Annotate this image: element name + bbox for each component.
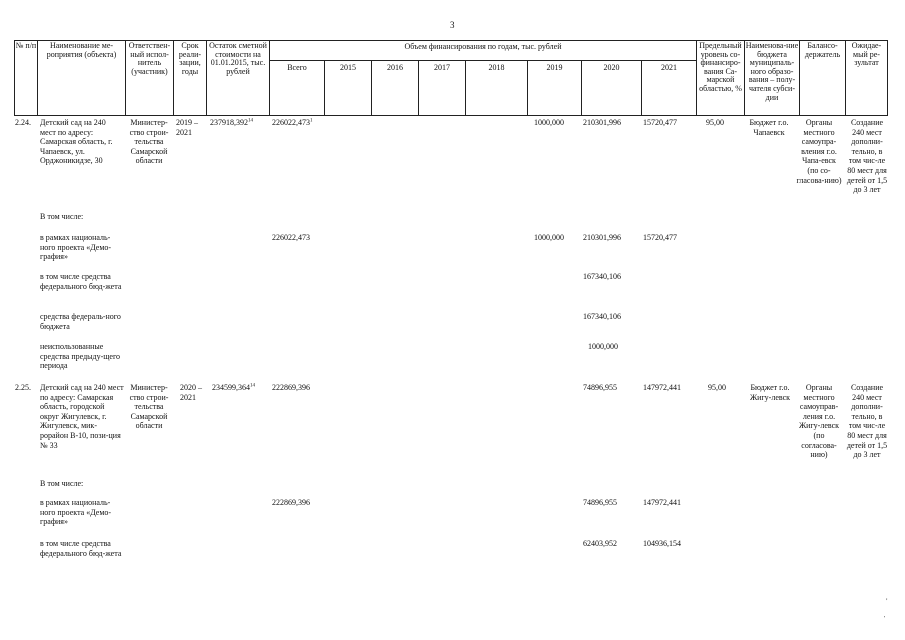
header-year-2018: 2018	[488, 63, 505, 72]
cofinancing-level: 95,00	[708, 383, 726, 392]
total-value: 222869,396	[272, 498, 310, 507]
responsible-executor: Министер-ство строи-тельства Самарской области	[129, 383, 169, 431]
row-number: 2.24.	[15, 118, 31, 127]
expected-result: Создание 240 мест дополни-тельно, в том чис-ле 80 мест для детей от 1,5 до 3 лет	[846, 118, 888, 195]
value-2020: 167340,106	[583, 312, 621, 321]
header-year-2015: 2015	[340, 63, 356, 72]
header-name: Наименование ме-роприятия (объекта)	[46, 41, 117, 59]
value-2020: 74896,955	[583, 498, 617, 507]
header-num: № п/п	[15, 41, 37, 50]
header-total: Всего	[287, 63, 307, 72]
header-year-2021: 2021	[661, 63, 677, 72]
table-header	[14, 40, 888, 116]
header-remaining-cost: Остаток сметной стоимости на 01.01.2015, тыс. рублей	[209, 41, 267, 76]
header-financing-group: Объем финансирования по годам, тыс. рублей	[404, 42, 562, 51]
value-2021: 15720,477	[643, 233, 677, 242]
row-label: в том числе средства федерального бюд-жета	[40, 539, 122, 558]
header-year-2020: 2020	[603, 63, 620, 72]
value-2019: 1000,000	[534, 233, 564, 242]
value-2020: 210301,996	[583, 118, 621, 127]
value-2020: 167340,106	[583, 272, 621, 281]
scan-speck: '	[884, 616, 886, 622]
header-responsible: Ответствен-ный испол-нитель (участник)	[128, 41, 171, 76]
total-value: 226022,473$^1$	[272, 118, 313, 127]
value-2020: 1000,000	[588, 342, 618, 351]
value-2021: 147972,441	[643, 383, 681, 392]
header-budget-name: Наименова-ние бюджета муниципаль-ного образо-вания – полу-чателя субси-дии	[745, 41, 799, 102]
remaining-cost: 234599,364$^{14}$	[212, 383, 255, 392]
total-value: 222869,396	[272, 383, 310, 392]
row-label: неиспользованные средства предыду-щего периода	[40, 342, 121, 371]
object-name: Детский сад на 240 мест по адресу: Самарская область, городской округ Жигулевск, г. Жигулевск, мик-рорайон В-10, пози-ция № 33	[40, 383, 124, 450]
value-2021: 15720,477	[643, 118, 677, 127]
remaining-cost: 237918,392$^{14}$	[210, 118, 253, 127]
scan-speck: ,	[886, 595, 888, 601]
value-2021: 104936,154	[643, 539, 681, 548]
row-label: в рамках националь-ного проекта «Демо-графия»	[40, 233, 112, 262]
value-2020: 62403,952	[583, 539, 617, 548]
header-expected-result: Ожидае-мый ре-зультат	[851, 41, 882, 68]
subheading: В том числе:	[40, 479, 84, 488]
header-balance-holder: Балансо-держатель	[804, 41, 841, 59]
subheading: В том числе:	[40, 212, 84, 221]
cofinancing-level: 95,00	[706, 118, 724, 127]
header-year-2016: 2016	[387, 63, 403, 72]
implementation-term: 2020 – 2021	[180, 383, 202, 402]
value-2019: 1000,000	[534, 118, 564, 127]
implementation-term: 2019 – 2021	[176, 118, 198, 137]
balance-holder: Органы местного самоуправ-ления г.о. Жигу-левск (по согласова-нию)	[798, 383, 840, 460]
row-number: 2.25.	[15, 383, 31, 392]
header-term: Срок реали-зации, годы	[178, 41, 202, 76]
header-year-2017: 2017	[434, 63, 450, 72]
row-label: средства федераль-ного бюджета	[40, 312, 121, 331]
budget-name: Бюджет г.о. Жигу-левск	[749, 383, 791, 402]
value-2020: 210301,996	[583, 233, 621, 242]
balance-holder: Органы местного самоупра-вления г.о. Чапа-евск (по со-гласова-нию)	[796, 118, 842, 185]
budget-name: Бюджет г.о. Чапаевск	[749, 118, 789, 137]
responsible-executor: Министер-ство строи-тельства Самарской области	[129, 118, 169, 166]
row-label: в рамках националь-ного проекта «Демо-графия»	[40, 498, 112, 527]
total-value: 226022,473	[272, 233, 310, 242]
row-label: в том числе средства федерального бюд-жета	[40, 272, 122, 291]
page-number: 3	[450, 20, 455, 30]
value-2020: 74896,955	[583, 383, 617, 392]
value-2021: 147972,441	[643, 498, 681, 507]
header-year-2019: 2019	[546, 63, 563, 72]
expected-result: Создание 240 мест дополни-тельно, в том чис-ле 80 мест для детей от 1,5 до 3 лет	[846, 383, 888, 460]
object-name: Детский сад на 240 мест по адресу: Самарская область, г. Чапаевск, ул. Орджоникидзе, 30	[40, 118, 113, 166]
header-cofinancing-level: Предельный уровень со-финансиро-вания Са-марской областью, %	[699, 41, 742, 93]
